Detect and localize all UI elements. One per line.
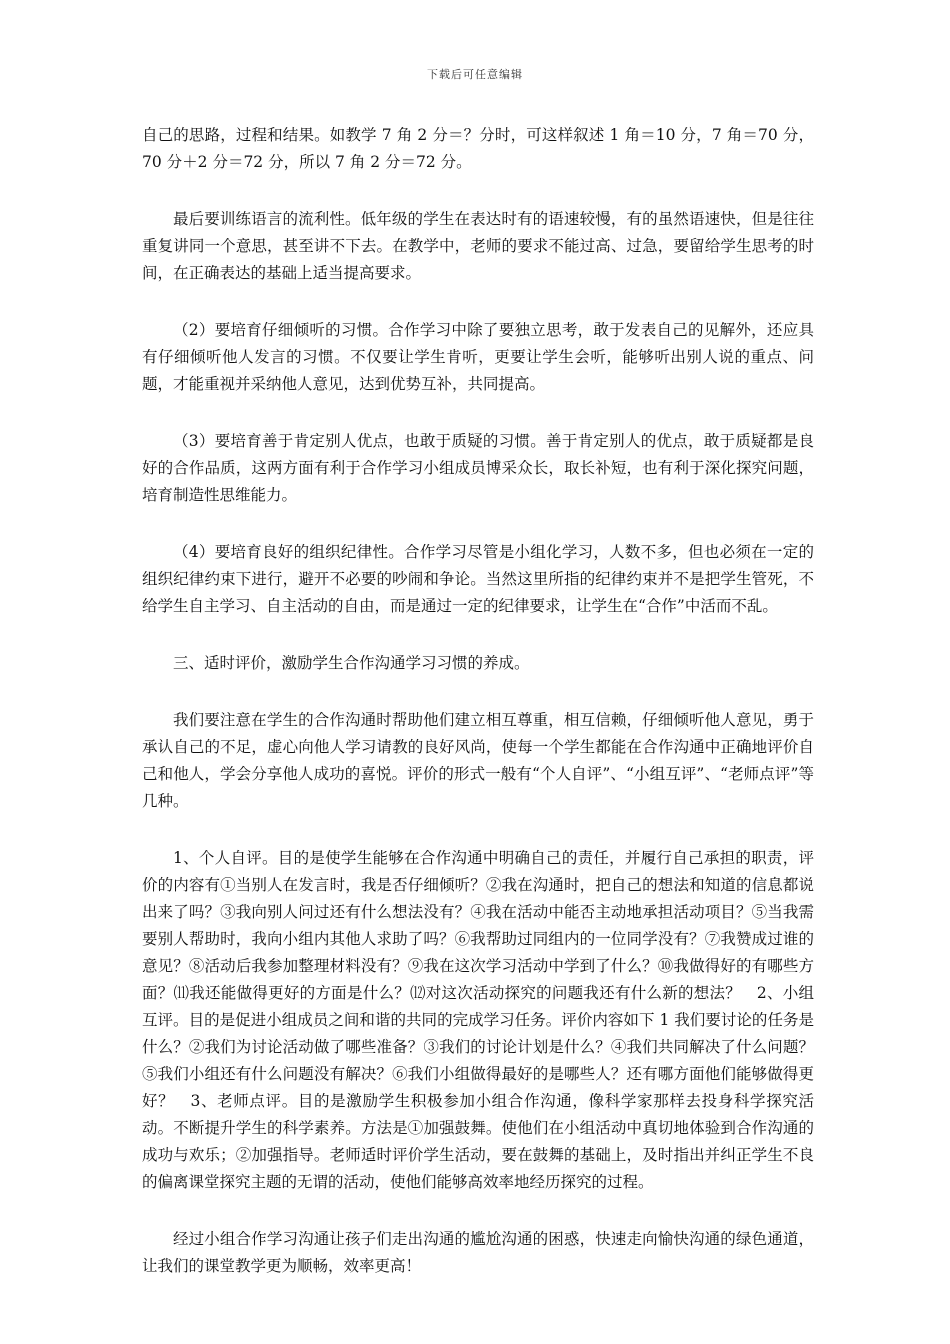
paragraph-language-fluency: 最后要训练语言的流利性。低年级的学生在表达时有的语速较慢，有的虽然语速快，但是往往重复讲同一个意思，甚至讲不下去。在教学中，老师的要求不能过高、过急，要留给学生思考的时间，在正确表达的基础上适当提高要求。 (142, 210, 814, 282)
paragraph-conclusion: 经过小组合作学习沟通让孩子们走出沟通的尴尬沟通的困惑，快速走向愉快沟通的绿色通道，让我们的课堂教学更为顺畅，效率更高！ (142, 1230, 814, 1275)
paragraph-continuation: 自己的思路，过程和结果。如教学 7 角 2 分＝？分时，可这样叙述 1 角＝10 分，7 角＝70 分，70 分＋2 分＝72 分，所以 7 角 2 分＝72 分。 (142, 126, 814, 171)
paragraph-listening-habit: （2）要培育仔细倾听的习惯。合作学习中除了要独立思考，敢于发表自己的见解外，还应具有仔细倾听他人发言的习惯。不仅要让学生肯听，更要让学生会听，能够听出别人说的重点、问题，才能重视并采纳他人意见，达到优势互补，共同提高。 (142, 321, 814, 393)
paragraph-evaluation-types: 1、个人自评。目的是使学生能够在合作沟通中明确自己的责任，并履行自己承担的职责，评价的内容有①当别人在发言时，我是否仔细倾听？②我在沟通时，把自己的想法和知道的信息都说出来了吗？③我向别人问过还有什么想法没有？④我在活动中能否主动地承担活动项目？⑤当我需要别人帮助时，我向小组内其他人求助了吗？⑥我帮助过同组内的一位同学没有？⑦我赞成过谁的意见？⑧活动后我参加整理材料没有？⑨我在这次学习活动中学到了什么？⑩我做得好的有哪些方面？⑾我还能做得更好的方面是什么？⑿对这次活动探究的问题我还有什么新的想法？ 2、小组互评。目的是促进小组成员之间和谐的共同的完成学习任务。评价内容如下 1 我们要讨论的任务是什么？②我们为讨论活动做了哪些准备？③我们的讨论计划是什么？④我们共同解决了什么问题？⑤我们小组还有什么问题没有解决？⑥我们小组做得最好的是哪些人？还有哪方面他们能够做得更好？ 3、老师点评。目的是激励学生积极参加小组合作沟通，像科学家那样去投身科学探究活动。不断提升学生的科学素养。方法是①加强鼓舞。使他们在小组活动中真切地体验到合作沟通的成功与欢乐；②加强指导。老师适时评价学生活动，要在鼓舞的基础上，及时指出并纠正学生不良的偏离课堂探究主题的无谓的活动，使他们能够高效率地经历探究的过程。 (142, 849, 814, 1191)
paragraph-evaluation-intro: 我们要注意在学生的合作沟通时帮助他们建立相互尊重，相互信赖，仔细倾听他人意见，勇于承认自己的不足，虚心向他人学习请教的良好风尚，使每一个学生都能在合作沟通中正确地评价自己和他人，学会分享他人成功的喜悦。评价的形式一般有“个人自评”、“小组互评”、“老师点评”等几种。 (142, 711, 814, 810)
paragraph-discipline: （4）要培育良好的组织纪律性。合作学习尽管是小组化学习，人数不多，但也必须在一定的组织纪律约束下进行，避开不必要的吵闹和争论。当然这里所指的纪律约束并不是把学生管死，不给学生自主学习、自主活动的自由，而是通过一定的纪律要求，让学生在“合作”中活而不乱。 (142, 543, 814, 615)
page-header: 下载后可任意编辑 (427, 68, 523, 81)
paragraph-affirm-and-question: （3）要培育善于肯定别人优点，也敢于质疑的习惯。善于肯定别人的优点，敢于质疑都是良好的合作品质，这两方面有利于合作学习小组成员博采众长，取长补短，也有利于深化探究问题，培育制造性思维能力。 (142, 432, 814, 504)
document-body (142, 122, 814, 1310)
section-heading-evaluation: 三、适时评价，激励学生合作沟通学习习惯的养成。 (173, 654, 530, 672)
